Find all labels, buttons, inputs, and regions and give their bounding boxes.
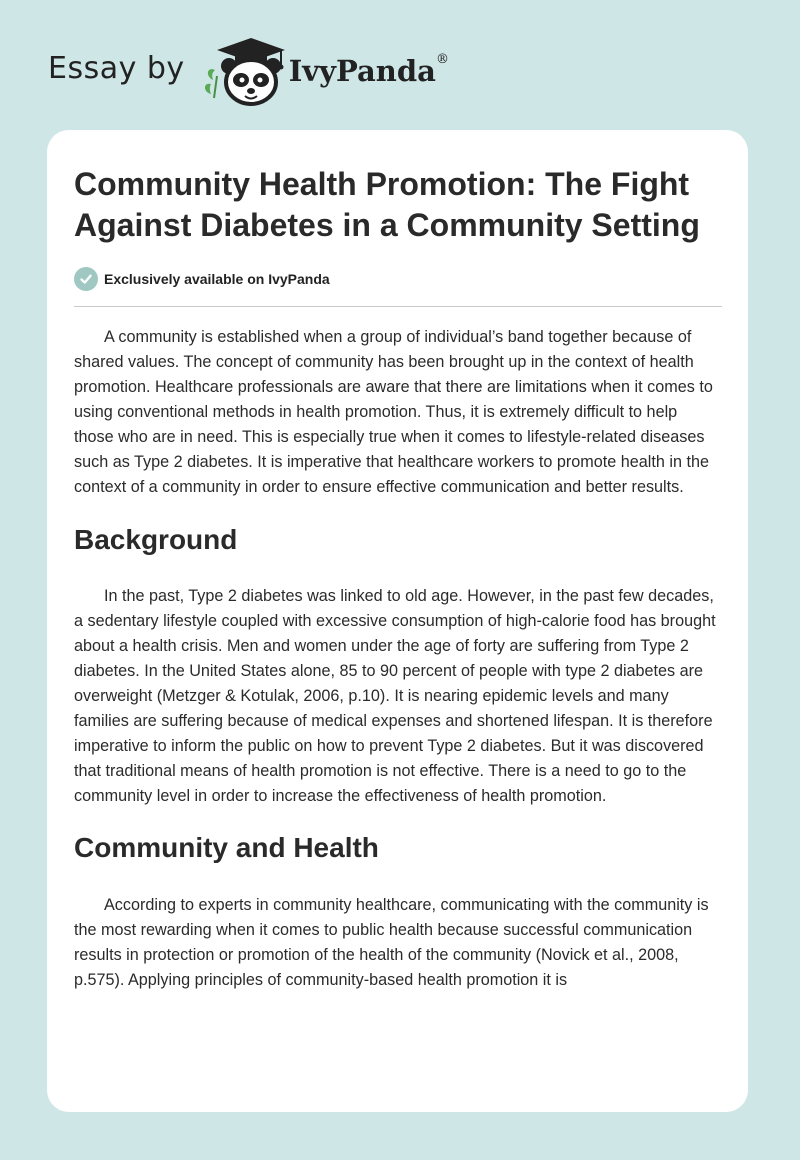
intro-paragraph: A community is established when a group of individual’s band together because of shared values. The concept of community has been brought up in the context of health promotion. Healthcare professionals are aware that there are limitations when it comes to using conventional methods in health promotion. Thus, it is extremely difficult to help those who are in need. This is especially true when it comes to lifestyle-related diseases such as Type 2 diabetes. It is imperative that healthcare workers to promote health in the context of a community in order to ensure effective communication and better results.	[74, 328, 713, 496]
background-paragraph: In the past, Type 2 diabetes was linked to old age. However, in the past few decades, a sedentary lifestyle coupled with excessive consumption of high-calorie food has brought about a health crisis. Men and women under the age of forty are suffering from Type 2 diabetes. In the United States alone, 85 to 90 percent of people with type 2 diabetes are overweight (Metzger & Kotulak, 2006, p.10). It is nearing epidemic levels and many families are suffering because of medical expenses and shortened lifespan. It is therefore imperative to inform the public on how to prevent Type 2 diabetes. But it was discovered that traditional means of health promotion is not effective. There is a need to go to the community level in order to increase the effectiveness of health promotion.	[74, 587, 716, 805]
section-heading-background: Background	[74, 524, 238, 555]
essay-by-label: Essay by	[48, 50, 185, 86]
community-health-paragraph: According to experts in community healthcare, communicating with the community is the most rewarding when it comes to public health because successful communication results in protection or promotion of the health of the community (Novick et al., 2008, p.575). Applying principles of community-based health promotion it is	[74, 896, 709, 989]
site-header	[48, 36, 449, 108]
essay-card	[47, 130, 748, 1112]
exclusive-badge	[74, 266, 721, 292]
registered-mark: ®	[435, 52, 449, 67]
exclusive-label: Exclusively available on IvyPanda	[104, 271, 330, 287]
brand-name[interactable]	[289, 54, 449, 88]
divider	[74, 306, 722, 307]
check-circle-icon	[74, 267, 98, 291]
panda-graduate-icon[interactable]	[201, 36, 287, 108]
brand-name-text: IvyPanda	[288, 54, 436, 88]
essay-title: Community Health Promotion: The Fight Against Diabetes in a Community Setting	[74, 166, 700, 243]
section-heading-community-health: Community and Health	[74, 832, 379, 863]
